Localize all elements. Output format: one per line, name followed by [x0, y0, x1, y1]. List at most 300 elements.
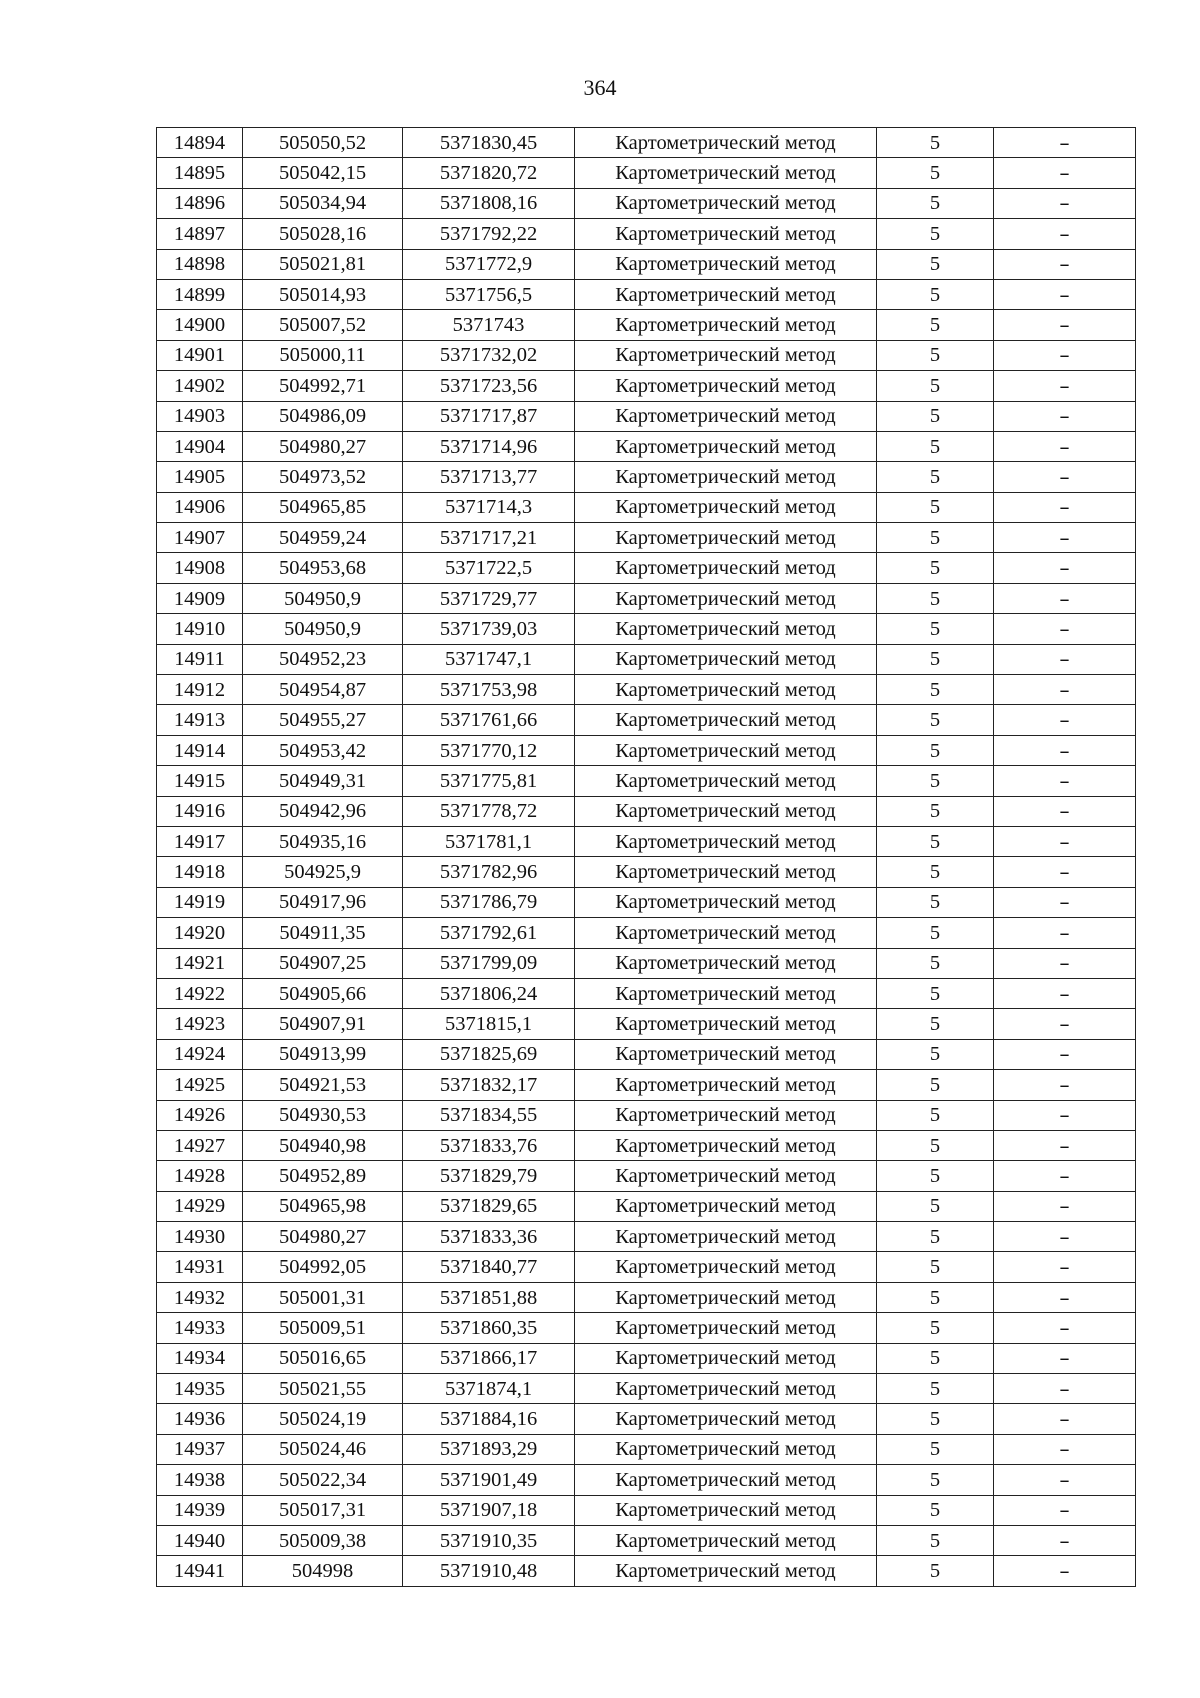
accuracy-cell: 5	[877, 918, 994, 948]
y-coordinate-cell: 5371910,48	[403, 1556, 575, 1586]
method-cell: Картометрический метод	[575, 492, 877, 522]
table-row	[157, 887, 1136, 917]
method-cell: Картометрический метод	[575, 796, 877, 826]
y-coordinate-cell: 5371825,69	[403, 1039, 575, 1069]
method-cell: Картометрический метод	[575, 1282, 877, 1312]
point-number-cell: 14909	[157, 583, 243, 613]
point-number-cell: 14930	[157, 1222, 243, 1252]
table-row	[157, 1374, 1136, 1404]
table-row	[157, 1100, 1136, 1130]
x-coordinate-cell: 505034,94	[243, 188, 403, 218]
y-coordinate-cell: 5371851,88	[403, 1282, 575, 1312]
x-coordinate-cell: 504949,31	[243, 766, 403, 796]
y-coordinate-cell: 5371910,35	[403, 1525, 575, 1555]
description-cell: –	[994, 1525, 1136, 1555]
description-cell: –	[994, 1070, 1136, 1100]
table-row	[157, 1222, 1136, 1252]
point-number-cell: 14898	[157, 249, 243, 279]
point-number-cell: 14897	[157, 219, 243, 249]
description-cell: –	[994, 128, 1136, 158]
method-cell: Картометрический метод	[575, 1465, 877, 1495]
description-cell: –	[994, 1100, 1136, 1130]
description-cell: –	[994, 188, 1136, 218]
table-row	[157, 371, 1136, 401]
accuracy-cell: 5	[877, 766, 994, 796]
y-coordinate-cell: 5371772,9	[403, 249, 575, 279]
method-cell: Картометрический метод	[575, 1009, 877, 1039]
accuracy-cell: 5	[877, 796, 994, 826]
point-number-cell: 14899	[157, 279, 243, 309]
y-coordinate-cell: 5371874,1	[403, 1374, 575, 1404]
method-cell: Картометрический метод	[575, 401, 877, 431]
description-cell: –	[994, 1252, 1136, 1282]
method-cell: Картометрический метод	[575, 1313, 877, 1343]
description-cell: –	[994, 705, 1136, 735]
x-coordinate-cell: 504992,05	[243, 1252, 403, 1282]
method-cell: Картометрический метод	[575, 1039, 877, 1069]
table-row	[157, 1039, 1136, 1069]
table-row	[157, 614, 1136, 644]
method-cell: Картометрический метод	[575, 249, 877, 279]
point-number-cell: 14911	[157, 644, 243, 674]
x-coordinate-cell: 505022,34	[243, 1465, 403, 1495]
point-number-cell: 14913	[157, 705, 243, 735]
method-cell: Картометрический метод	[575, 887, 877, 917]
method-cell: Картометрический метод	[575, 128, 877, 158]
table-row	[157, 1070, 1136, 1100]
description-cell: –	[994, 887, 1136, 917]
table-row	[157, 675, 1136, 705]
x-coordinate-cell: 504952,23	[243, 644, 403, 674]
description-cell: –	[994, 219, 1136, 249]
method-cell: Картометрический метод	[575, 1556, 877, 1586]
y-coordinate-cell: 5371806,24	[403, 978, 575, 1008]
description-cell: –	[994, 1191, 1136, 1221]
x-coordinate-cell: 504950,9	[243, 583, 403, 613]
table-row	[157, 583, 1136, 613]
x-coordinate-cell: 505009,51	[243, 1313, 403, 1343]
point-number-cell: 14938	[157, 1465, 243, 1495]
method-cell: Картометрический метод	[575, 705, 877, 735]
description-cell: –	[994, 675, 1136, 705]
description-cell: –	[994, 614, 1136, 644]
table-row	[157, 705, 1136, 735]
x-coordinate-cell: 504905,66	[243, 978, 403, 1008]
accuracy-cell: 5	[877, 826, 994, 856]
description-cell: –	[994, 158, 1136, 188]
description-cell: –	[994, 857, 1136, 887]
point-number-cell: 14916	[157, 796, 243, 826]
table-row	[157, 249, 1136, 279]
method-cell: Картометрический метод	[575, 1404, 877, 1434]
method-cell: Картометрический метод	[575, 826, 877, 856]
description-cell: –	[994, 766, 1136, 796]
point-number-cell: 14936	[157, 1404, 243, 1434]
accuracy-cell: 5	[877, 705, 994, 735]
x-coordinate-cell: 504973,52	[243, 462, 403, 492]
x-coordinate-cell: 505007,52	[243, 310, 403, 340]
y-coordinate-cell: 5371775,81	[403, 766, 575, 796]
x-coordinate-cell: 504911,35	[243, 918, 403, 948]
description-cell: –	[994, 644, 1136, 674]
description-cell: –	[994, 462, 1136, 492]
y-coordinate-cell: 5371717,87	[403, 401, 575, 431]
table-row	[157, 310, 1136, 340]
x-coordinate-cell: 504992,71	[243, 371, 403, 401]
description-cell: –	[994, 735, 1136, 765]
x-coordinate-cell: 505021,81	[243, 249, 403, 279]
point-number-cell: 14907	[157, 523, 243, 553]
table-row	[157, 1313, 1136, 1343]
accuracy-cell: 5	[877, 523, 994, 553]
accuracy-cell: 5	[877, 249, 994, 279]
description-cell: –	[994, 431, 1136, 461]
y-coordinate-cell: 5371770,12	[403, 735, 575, 765]
point-number-cell: 14908	[157, 553, 243, 583]
table-row	[157, 1130, 1136, 1160]
point-number-cell: 14934	[157, 1343, 243, 1373]
y-coordinate-cell: 5371729,77	[403, 583, 575, 613]
y-coordinate-cell: 5371808,16	[403, 188, 575, 218]
y-coordinate-cell: 5371860,35	[403, 1313, 575, 1343]
method-cell: Картометрический метод	[575, 158, 877, 188]
method-cell: Картометрический метод	[575, 219, 877, 249]
description-cell: –	[994, 1495, 1136, 1525]
table-row	[157, 978, 1136, 1008]
y-coordinate-cell: 5371799,09	[403, 948, 575, 978]
method-cell: Картометрический метод	[575, 1100, 877, 1130]
point-number-cell: 14923	[157, 1009, 243, 1039]
point-number-cell: 14920	[157, 918, 243, 948]
x-coordinate-cell: 505017,31	[243, 1495, 403, 1525]
x-coordinate-cell: 505050,52	[243, 128, 403, 158]
method-cell: Картометрический метод	[575, 948, 877, 978]
accuracy-cell: 5	[877, 1161, 994, 1191]
table-row	[157, 279, 1136, 309]
point-number-cell: 14894	[157, 128, 243, 158]
description-cell: –	[994, 401, 1136, 431]
description-cell: –	[994, 310, 1136, 340]
description-cell: –	[994, 1039, 1136, 1069]
y-coordinate-cell: 5371834,55	[403, 1100, 575, 1130]
table-row	[157, 1282, 1136, 1312]
description-cell: –	[994, 1374, 1136, 1404]
table-row	[157, 857, 1136, 887]
method-cell: Картометрический метод	[575, 1495, 877, 1525]
method-cell: Картометрический метод	[575, 1161, 877, 1191]
method-cell: Картометрический метод	[575, 1434, 877, 1464]
table-row	[157, 1252, 1136, 1282]
accuracy-cell: 5	[877, 1100, 994, 1130]
accuracy-cell: 5	[877, 279, 994, 309]
accuracy-cell: 5	[877, 948, 994, 978]
table-row	[157, 158, 1136, 188]
method-cell: Картометрический метод	[575, 614, 877, 644]
point-number-cell: 14939	[157, 1495, 243, 1525]
description-cell: –	[994, 583, 1136, 613]
y-coordinate-cell: 5371833,76	[403, 1130, 575, 1160]
accuracy-cell: 5	[877, 583, 994, 613]
accuracy-cell: 5	[877, 1039, 994, 1069]
accuracy-cell: 5	[877, 887, 994, 917]
point-number-cell: 14917	[157, 826, 243, 856]
x-coordinate-cell: 505000,11	[243, 340, 403, 370]
point-number-cell: 14912	[157, 675, 243, 705]
method-cell: Картометрический метод	[575, 1374, 877, 1404]
table-row	[157, 401, 1136, 431]
point-number-cell: 14929	[157, 1191, 243, 1221]
table-row	[157, 1343, 1136, 1373]
accuracy-cell: 5	[877, 158, 994, 188]
y-coordinate-cell: 5371732,02	[403, 340, 575, 370]
method-cell: Картометрический метод	[575, 918, 877, 948]
description-cell: –	[994, 1404, 1136, 1434]
accuracy-cell: 5	[877, 675, 994, 705]
method-cell: Картометрический метод	[575, 1343, 877, 1373]
point-number-cell: 14900	[157, 310, 243, 340]
x-coordinate-cell: 505028,16	[243, 219, 403, 249]
accuracy-cell: 5	[877, 1525, 994, 1555]
x-coordinate-cell: 504953,42	[243, 735, 403, 765]
point-number-cell: 14901	[157, 340, 243, 370]
point-number-cell: 14903	[157, 401, 243, 431]
y-coordinate-cell: 5371761,66	[403, 705, 575, 735]
table-row	[157, 462, 1136, 492]
x-coordinate-cell: 504952,89	[243, 1161, 403, 1191]
method-cell: Картометрический метод	[575, 1252, 877, 1282]
y-coordinate-cell: 5371907,18	[403, 1495, 575, 1525]
accuracy-cell: 5	[877, 492, 994, 522]
y-coordinate-cell: 5371830,45	[403, 128, 575, 158]
accuracy-cell: 5	[877, 1343, 994, 1373]
x-coordinate-cell: 504959,24	[243, 523, 403, 553]
description-cell: –	[994, 918, 1136, 948]
point-number-cell: 14928	[157, 1161, 243, 1191]
method-cell: Картометрический метод	[575, 766, 877, 796]
y-coordinate-cell: 5371833,36	[403, 1222, 575, 1252]
accuracy-cell: 5	[877, 1313, 994, 1343]
x-coordinate-cell: 505016,65	[243, 1343, 403, 1373]
x-coordinate-cell: 504954,87	[243, 675, 403, 705]
accuracy-cell: 5	[877, 1222, 994, 1252]
accuracy-cell: 5	[877, 1404, 994, 1434]
accuracy-cell: 5	[877, 1434, 994, 1464]
x-coordinate-cell: 504953,68	[243, 553, 403, 583]
method-cell: Картометрический метод	[575, 462, 877, 492]
method-cell: Картометрический метод	[575, 1070, 877, 1100]
y-coordinate-cell: 5371781,1	[403, 826, 575, 856]
method-cell: Картометрический метод	[575, 371, 877, 401]
table-row	[157, 766, 1136, 796]
y-coordinate-cell: 5371753,98	[403, 675, 575, 705]
accuracy-cell: 5	[877, 553, 994, 583]
accuracy-cell: 5	[877, 614, 994, 644]
x-coordinate-cell: 505024,19	[243, 1404, 403, 1434]
description-cell: –	[994, 1313, 1136, 1343]
point-number-cell: 14937	[157, 1434, 243, 1464]
accuracy-cell: 5	[877, 644, 994, 674]
table-row	[157, 219, 1136, 249]
coordinates-table	[156, 127, 1136, 1587]
y-coordinate-cell: 5371893,29	[403, 1434, 575, 1464]
table-row	[157, 1404, 1136, 1434]
point-number-cell: 14926	[157, 1100, 243, 1130]
point-number-cell: 14935	[157, 1374, 243, 1404]
accuracy-cell: 5	[877, 401, 994, 431]
description-cell: –	[994, 523, 1136, 553]
x-coordinate-cell: 504980,27	[243, 1222, 403, 1252]
table-row	[157, 826, 1136, 856]
point-number-cell: 14921	[157, 948, 243, 978]
table-row	[157, 523, 1136, 553]
accuracy-cell: 5	[877, 1009, 994, 1039]
x-coordinate-cell: 505014,93	[243, 279, 403, 309]
table-row	[157, 128, 1136, 158]
description-cell: –	[994, 1130, 1136, 1160]
description-cell: –	[994, 1161, 1136, 1191]
point-number-cell: 14904	[157, 431, 243, 461]
point-number-cell: 14924	[157, 1039, 243, 1069]
point-number-cell: 14902	[157, 371, 243, 401]
method-cell: Картометрический метод	[575, 279, 877, 309]
method-cell: Картометрический метод	[575, 340, 877, 370]
x-coordinate-cell: 504998	[243, 1556, 403, 1586]
y-coordinate-cell: 5371832,17	[403, 1070, 575, 1100]
description-cell: –	[994, 553, 1136, 583]
method-cell: Картометрический метод	[575, 583, 877, 613]
point-number-cell: 14931	[157, 1252, 243, 1282]
x-coordinate-cell: 504986,09	[243, 401, 403, 431]
method-cell: Картометрический метод	[575, 1525, 877, 1555]
table-row	[157, 1161, 1136, 1191]
y-coordinate-cell: 5371778,72	[403, 796, 575, 826]
x-coordinate-cell: 504917,96	[243, 887, 403, 917]
point-number-cell: 14919	[157, 887, 243, 917]
description-cell: –	[994, 249, 1136, 279]
accuracy-cell: 5	[877, 128, 994, 158]
table-row	[157, 918, 1136, 948]
x-coordinate-cell: 505042,15	[243, 158, 403, 188]
table-row	[157, 1465, 1136, 1495]
x-coordinate-cell: 504907,91	[243, 1009, 403, 1039]
accuracy-cell: 5	[877, 1282, 994, 1312]
x-coordinate-cell: 504965,85	[243, 492, 403, 522]
accuracy-cell: 5	[877, 1252, 994, 1282]
table-row	[157, 1009, 1136, 1039]
x-coordinate-cell: 504965,98	[243, 1191, 403, 1221]
accuracy-cell: 5	[877, 1191, 994, 1221]
table-row	[157, 1191, 1136, 1221]
table-row	[157, 553, 1136, 583]
table-row	[157, 644, 1136, 674]
page-number: 364	[583, 75, 617, 100]
point-number-cell: 14905	[157, 462, 243, 492]
y-coordinate-cell: 5371756,5	[403, 279, 575, 309]
x-coordinate-cell: 505001,31	[243, 1282, 403, 1312]
description-cell: –	[994, 796, 1136, 826]
point-number-cell: 14906	[157, 492, 243, 522]
method-cell: Картометрический метод	[575, 1191, 877, 1221]
point-number-cell: 14918	[157, 857, 243, 887]
point-number-cell: 14940	[157, 1525, 243, 1555]
accuracy-cell: 5	[877, 1130, 994, 1160]
method-cell: Картометрический метод	[575, 1222, 877, 1252]
x-coordinate-cell: 504921,53	[243, 1070, 403, 1100]
accuracy-cell: 5	[877, 310, 994, 340]
method-cell: Картометрический метод	[575, 644, 877, 674]
accuracy-cell: 5	[877, 340, 994, 370]
x-coordinate-cell: 504930,53	[243, 1100, 403, 1130]
y-coordinate-cell: 5371815,1	[403, 1009, 575, 1039]
accuracy-cell: 5	[877, 1556, 994, 1586]
y-coordinate-cell: 5371901,49	[403, 1465, 575, 1495]
point-number-cell: 14922	[157, 978, 243, 1008]
x-coordinate-cell: 504940,98	[243, 1130, 403, 1160]
point-number-cell: 14910	[157, 614, 243, 644]
method-cell: Картометрический метод	[575, 735, 877, 765]
method-cell: Картометрический метод	[575, 978, 877, 1008]
table-row	[157, 1495, 1136, 1525]
y-coordinate-cell: 5371722,5	[403, 553, 575, 583]
point-number-cell: 14895	[157, 158, 243, 188]
description-cell: –	[994, 340, 1136, 370]
table-row	[157, 340, 1136, 370]
description-cell: –	[994, 279, 1136, 309]
accuracy-cell: 5	[877, 978, 994, 1008]
description-cell: –	[994, 978, 1136, 1008]
point-number-cell: 14914	[157, 735, 243, 765]
x-coordinate-cell: 504942,96	[243, 796, 403, 826]
description-cell: –	[994, 826, 1136, 856]
table-row	[157, 948, 1136, 978]
x-coordinate-cell: 505021,55	[243, 1374, 403, 1404]
table-row	[157, 796, 1136, 826]
description-cell: –	[994, 371, 1136, 401]
table-row	[157, 492, 1136, 522]
coordinates-table-body	[157, 128, 1136, 1587]
table-row	[157, 188, 1136, 218]
y-coordinate-cell: 5371717,21	[403, 523, 575, 553]
accuracy-cell: 5	[877, 1465, 994, 1495]
y-coordinate-cell: 5371743	[403, 310, 575, 340]
y-coordinate-cell: 5371723,56	[403, 371, 575, 401]
x-coordinate-cell: 504950,9	[243, 614, 403, 644]
accuracy-cell: 5	[877, 857, 994, 887]
accuracy-cell: 5	[877, 1495, 994, 1525]
description-cell: –	[994, 1556, 1136, 1586]
description-cell: –	[994, 1282, 1136, 1312]
x-coordinate-cell: 504907,25	[243, 948, 403, 978]
x-coordinate-cell: 504935,16	[243, 826, 403, 856]
method-cell: Картометрический метод	[575, 857, 877, 887]
x-coordinate-cell: 504913,99	[243, 1039, 403, 1069]
y-coordinate-cell: 5371714,96	[403, 431, 575, 461]
accuracy-cell: 5	[877, 1070, 994, 1100]
description-cell: –	[994, 948, 1136, 978]
table-row	[157, 735, 1136, 765]
y-coordinate-cell: 5371786,79	[403, 887, 575, 917]
y-coordinate-cell: 5371739,03	[403, 614, 575, 644]
method-cell: Картометрический метод	[575, 188, 877, 218]
accuracy-cell: 5	[877, 219, 994, 249]
description-cell: –	[994, 1009, 1136, 1039]
method-cell: Картометрический метод	[575, 675, 877, 705]
x-coordinate-cell: 504955,27	[243, 705, 403, 735]
y-coordinate-cell: 5371820,72	[403, 158, 575, 188]
table-row	[157, 1525, 1136, 1555]
description-cell: –	[994, 1434, 1136, 1464]
y-coordinate-cell: 5371840,77	[403, 1252, 575, 1282]
